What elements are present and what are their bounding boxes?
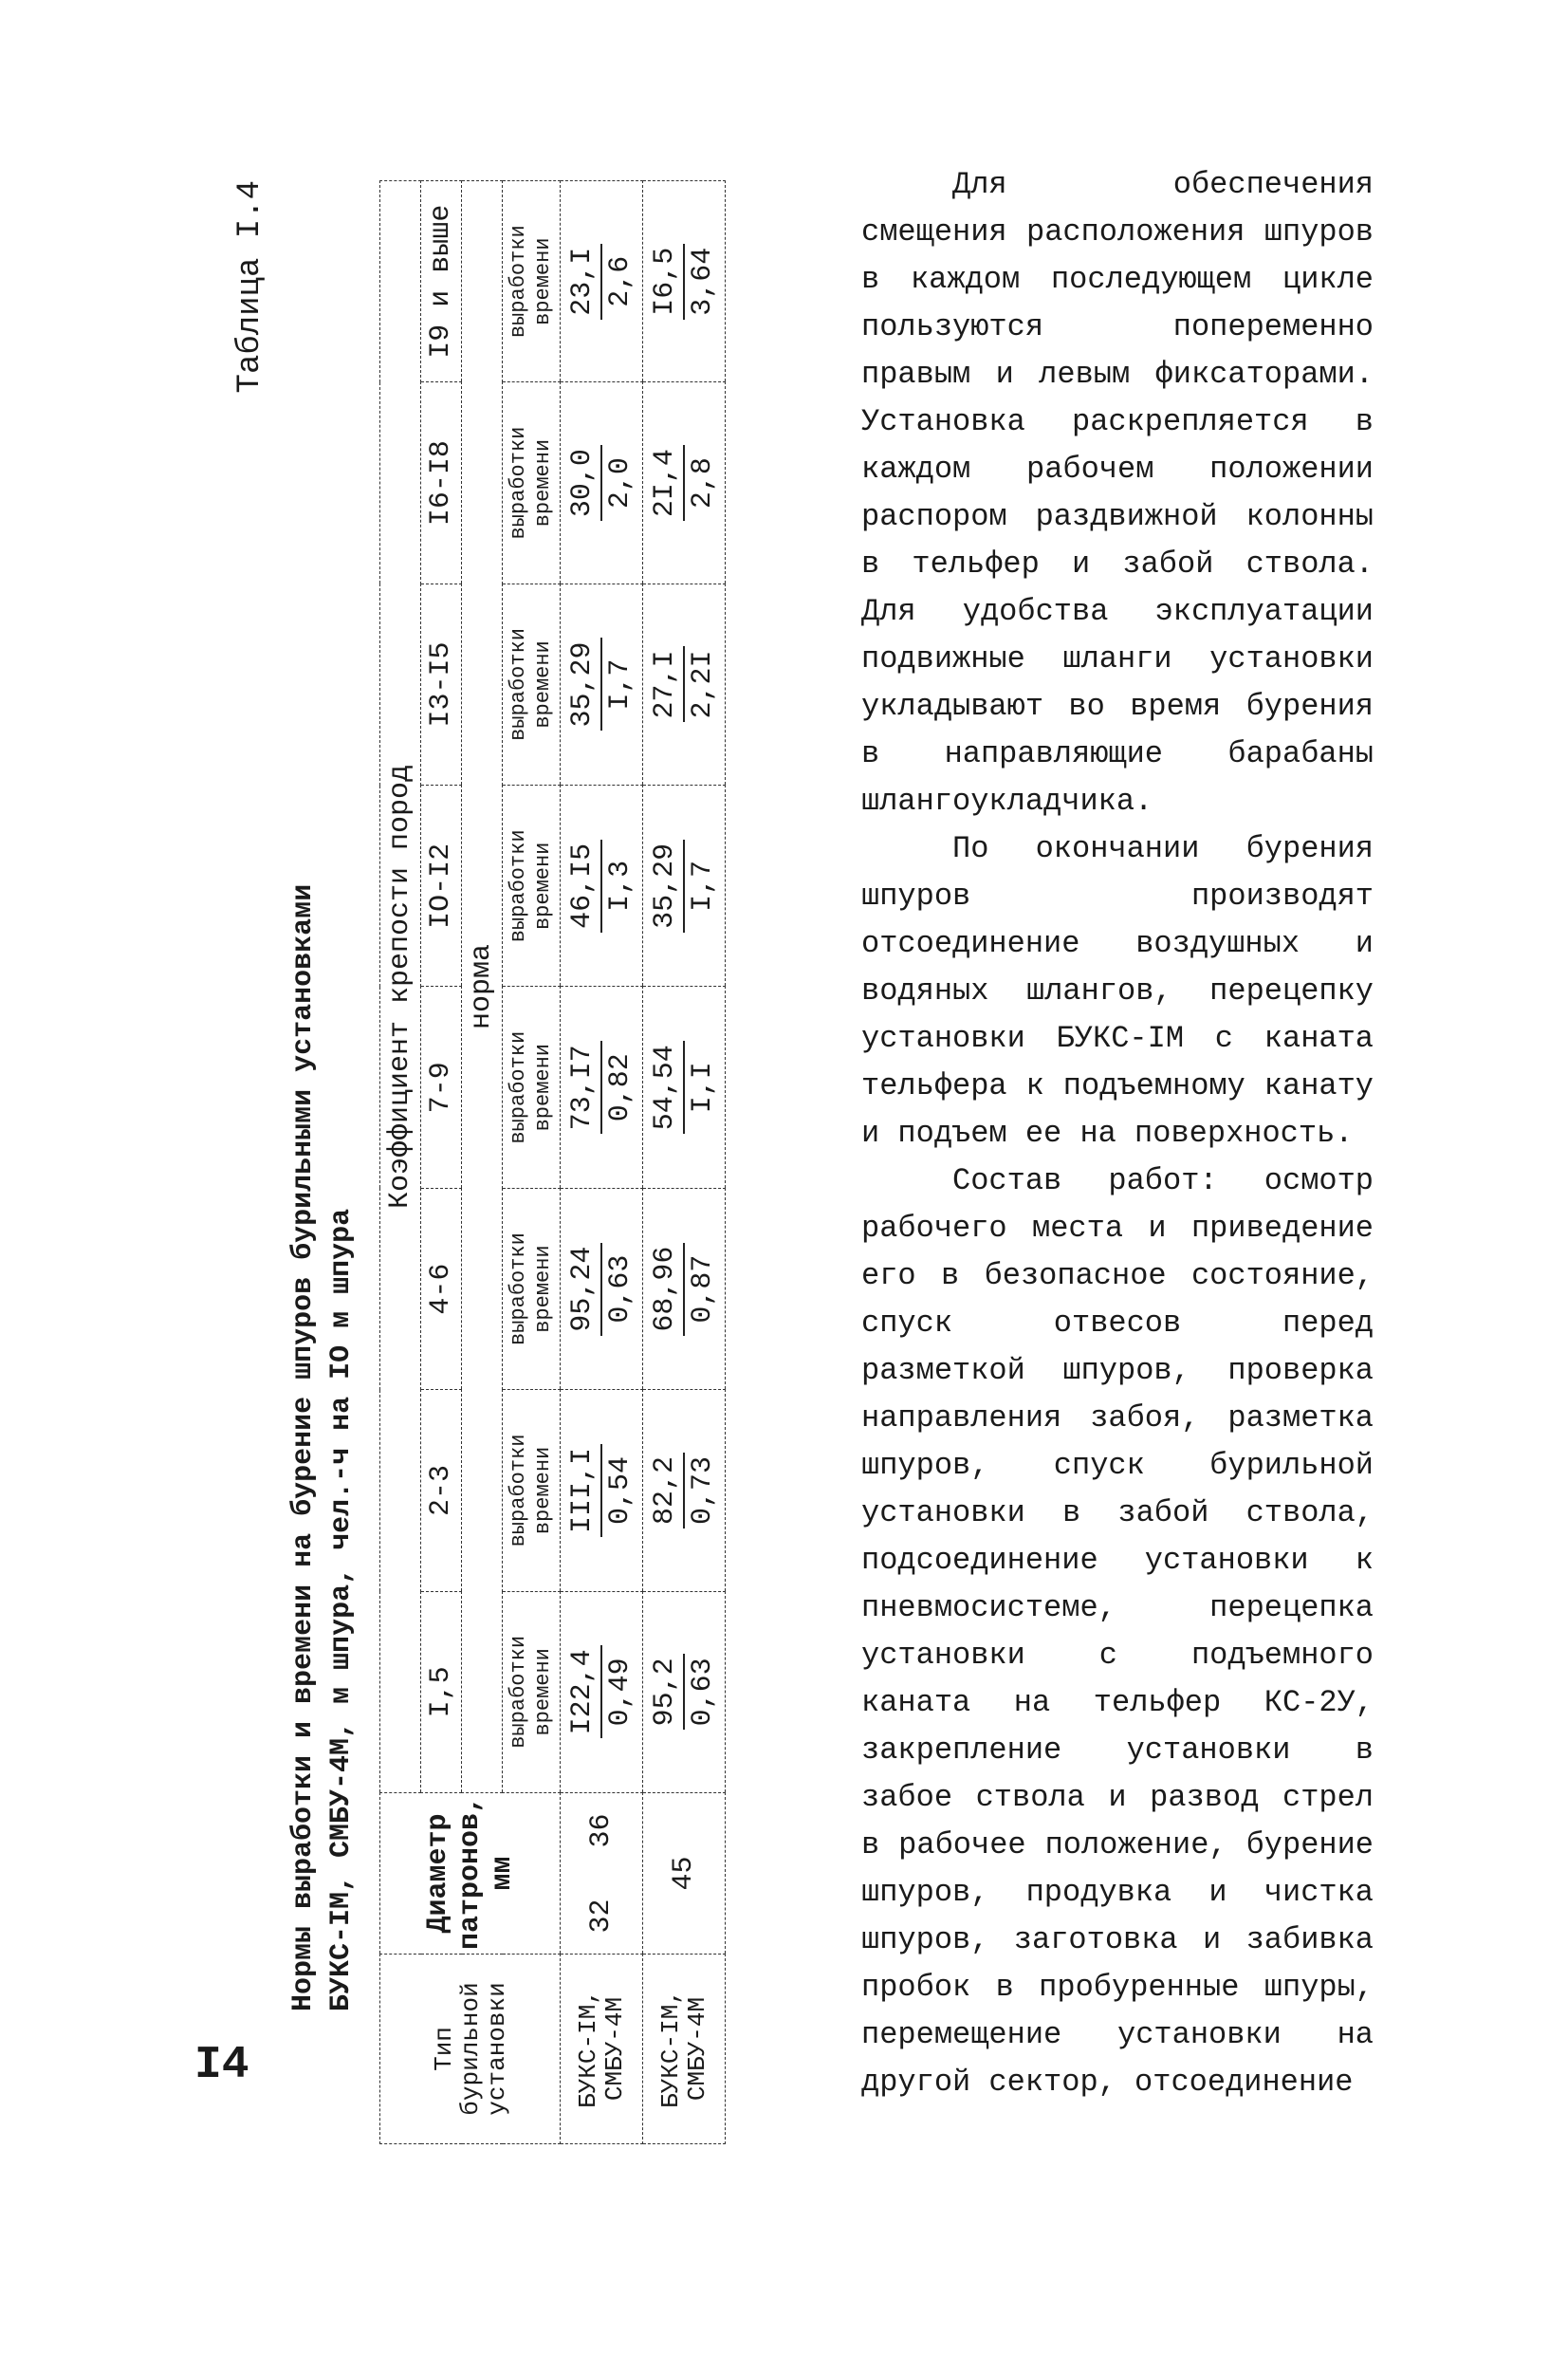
paragraph-work-composition: Состав работ: осмотр рабочего места и приведение его в безопасное состояние, спуск отвесов перед разметкой шпуров, проверка направления забоя, разметка шпуров, спуск бурильной установки в забой ствола, подсоединение установки к пневмосистеме, перецепка установки с подъемного каната на тельфер КС-2У, закрепление установки в забое ствола и развод стрел в рабочее положение, бурение шпуров, продувка и чистка шпуров, заготовка и забивка пробок в пробуренные шпуры, перемещение установки на другой сектор, отсоединение — [861, 1163, 1374, 2100]
table-row — [643, 181, 726, 2144]
value-time: 2,2I — [687, 650, 719, 719]
sub-bottom-2: времени — [531, 1245, 555, 1333]
value-time: I,3 — [604, 860, 636, 912]
value-time: I,7 — [604, 658, 636, 711]
sub-top-3: выработки — [507, 1030, 530, 1144]
value-output: 35,29 — [647, 840, 685, 933]
value-output: I6,5 — [647, 244, 685, 320]
sub-bottom-5: времени — [531, 640, 555, 729]
value-cell — [564, 638, 638, 731]
value-time: I,I — [687, 1062, 719, 1114]
range-2: 4-6 — [421, 1188, 462, 1389]
sub-bottom-1: времени — [531, 1446, 555, 1535]
value-output: III,I — [564, 1444, 602, 1537]
page-number: I4 — [194, 2040, 249, 2091]
value-time: 3,64 — [687, 247, 719, 316]
value-time: 0,49 — [604, 1658, 636, 1727]
value-cell — [647, 1041, 721, 1134]
paragraph-fixators: Для обеспечения смещения расположения шпуров в каждом последующем цикле пользуются попеременно правым и левым фиксаторами. Установка раскрепляется в каждом рабочем положении распором раздвижной колонны в тельфер и забой ствола. Для удобства эксплуатации подвижные шланги установки укладывают во время бурения в направляющие барабаны шлангоукладчика. — [861, 167, 1374, 819]
sub-bottom-6: времени — [531, 438, 555, 528]
range-6: I6-I8 — [421, 382, 462, 584]
value-output: 35,29 — [564, 638, 602, 731]
value-output: 95,2 — [647, 1654, 685, 1730]
sub-bottom-0: времени — [531, 1648, 555, 1736]
value-output: 2I,4 — [647, 445, 685, 521]
value-output: 23,I — [564, 244, 602, 320]
value-cell — [647, 1453, 721, 1529]
value-cell — [647, 1243, 721, 1336]
value-time: 0,82 — [604, 1053, 636, 1122]
row-type: БУКС-IМ, СМБУ-4М — [561, 1955, 643, 2144]
rotated-table-block — [232, 171, 764, 2144]
value-cell — [564, 445, 638, 521]
sub-header-3 — [503, 987, 561, 1188]
value-output: 73,I7 — [564, 1041, 602, 1134]
value-cell — [647, 445, 721, 521]
value-time: 0,87 — [687, 1254, 719, 1324]
value-output: 27,I — [647, 646, 685, 722]
header-diameter-label: Диаметр патронов, — [421, 1795, 487, 1950]
value-cell — [647, 244, 721, 320]
value-time: 0,73 — [687, 1455, 719, 1525]
sub-header-6 — [503, 382, 561, 584]
range-3: 7-9 — [421, 987, 462, 1188]
row-type: БУКС-IМ, СМБУ-4М — [643, 1955, 726, 2144]
sub-top-4: выработки — [507, 829, 530, 943]
value-output: 82,2 — [647, 1453, 685, 1529]
value-time: 0,54 — [604, 1455, 636, 1525]
value-output: I22,4 — [564, 1645, 602, 1738]
value-output: 54,54 — [647, 1041, 685, 1134]
value-time: I,7 — [687, 860, 719, 912]
value-time: 2,0 — [604, 457, 636, 510]
header-diameter-unit: мм — [486, 1856, 519, 1891]
sub-header-1 — [503, 1390, 561, 1591]
paragraph-completion: По окончании бурения шпуров производят отсоединение воздушных и водяных шлангов, перецепку установки БУКС-IМ с каната тельфера к подъемному канату и подъем ее на поверхность. — [861, 831, 1374, 1151]
table-caption — [285, 304, 360, 2011]
sub-top-5: выработки — [507, 628, 530, 741]
value-cell — [647, 840, 721, 933]
range-1: 2-3 — [421, 1390, 462, 1591]
sub-top-0: выработки — [507, 1635, 530, 1749]
value-output: 30,0 — [564, 445, 602, 521]
caption-line-1: Нормы выработки и времени на бурение шпуров бурильными установками — [287, 883, 320, 2011]
range-7: I9 и выше — [421, 181, 462, 382]
value-cell — [647, 646, 721, 722]
value-output: 68,96 — [647, 1243, 685, 1336]
row-diameter: 45 — [643, 1793, 726, 1955]
header-coefficient: Коэффициент крепости пород — [380, 181, 421, 1793]
header-type: Тип бурильной установки — [380, 1955, 561, 2144]
value-cell — [564, 1444, 638, 1537]
value-time: 0,63 — [687, 1658, 719, 1727]
value-cell — [564, 840, 638, 933]
table-row — [561, 181, 643, 2144]
sub-header-4 — [503, 786, 561, 987]
sub-bottom-4: времени — [531, 842, 555, 931]
value-time: 2,8 — [687, 457, 719, 510]
table-label: Таблица I.4 — [232, 180, 268, 394]
value-time: 2,6 — [604, 255, 636, 307]
norms-table — [379, 180, 726, 2144]
row-diameter: 32 36 — [561, 1793, 643, 1955]
text-column — [861, 161, 1374, 2106]
sub-bottom-3: времени — [531, 1043, 555, 1132]
value-cell — [564, 1243, 638, 1336]
value-time: 0,63 — [604, 1254, 636, 1324]
sub-header-2 — [503, 1188, 561, 1389]
range-0: I,5 — [421, 1591, 462, 1792]
sub-top-7: выработки — [507, 225, 530, 339]
header-diameter — [380, 1793, 561, 1955]
sub-top-2: выработки — [507, 1232, 530, 1345]
value-output: 46,I5 — [564, 840, 602, 933]
caption-line-2: БУКС-IМ, СМБУ-4М, м шпура, чел.-ч на IO м шпура — [325, 1208, 358, 2011]
value-output: 95,24 — [564, 1243, 602, 1336]
value-cell — [564, 1645, 638, 1738]
header-norma: норма — [462, 181, 503, 1793]
range-5: I3-I5 — [421, 584, 462, 785]
value-cell — [564, 244, 638, 320]
sub-header-7 — [503, 181, 561, 382]
value-cell — [647, 1654, 721, 1730]
range-4: IO-I2 — [421, 786, 462, 987]
sub-bottom-7: времени — [531, 237, 555, 325]
sub-top-1: выработки — [507, 1434, 530, 1547]
sub-top-6: выработки — [507, 426, 530, 540]
sub-header-5 — [503, 584, 561, 785]
value-cell — [564, 1041, 638, 1134]
sub-header-0 — [503, 1591, 561, 1792]
